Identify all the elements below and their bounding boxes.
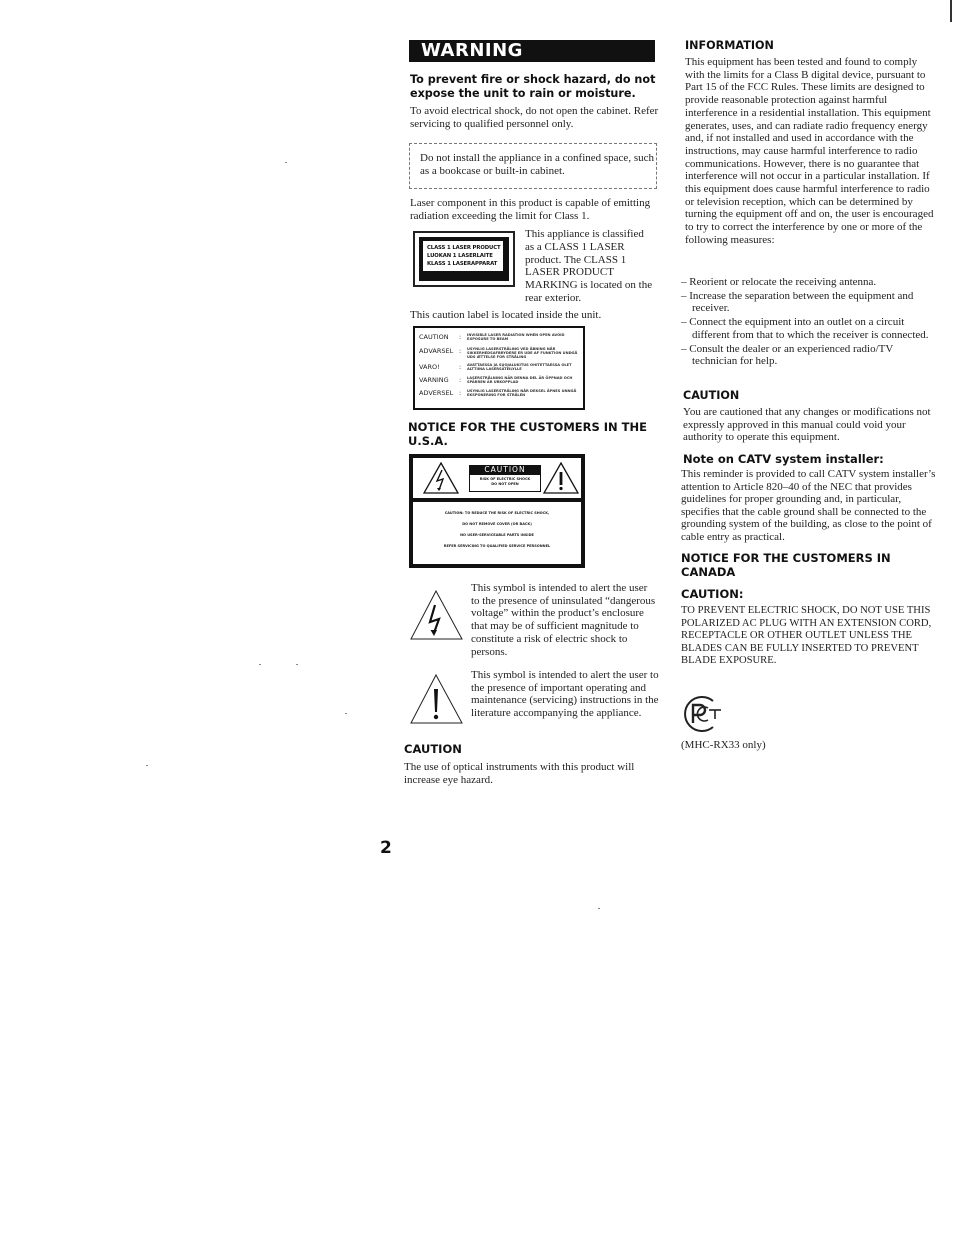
- risk-line: DO NOT OPEN: [491, 481, 519, 486]
- warning-banner: [409, 40, 655, 62]
- catv-text: This reminder is provided to call CATV system installer’s attention to Article 820–40 of the NEC that provides guidelines for proper grounding and, in particular, specifies that the cable ground shall be connected to the grounding system of the building, as close to the point of cable entry as practical.: [681, 468, 936, 543]
- caution-label-row: ADVARSEL : USYNLIG LASERSTRÅLING VED ÅBNING NÅR SIKKERHEDSAFBRYDERE ER UDE AF FUNKTION UNDGÅ UDS ÆTTELSE FOR STRÅLING: [419, 347, 578, 360]
- measure-item: – Consult the dealer or an experienced radio/TV technician for help.: [681, 342, 894, 368]
- fcc-caution-text: You are cautioned that any changes or modifications not expressly approved in this manual could void your authority to operate this equipment.: [683, 406, 931, 444]
- optical-caution-text: The use of optical instruments with this product will increase eye hazard.: [404, 761, 635, 786]
- measure-item: – Increase the separation between the equipment and receiver.: [681, 289, 914, 315]
- laser-component-text: Laser component in this product is capable of emitting radiation exceeding the limit for Class 1.: [410, 197, 651, 222]
- catv-heading: Note on CATV system installer:: [683, 452, 884, 466]
- label-line: REFER SERVICING TO QUALIFIED SERVICE PERSONNEL: [443, 544, 551, 548]
- measure-item: – Connect the equipment into an outlet on a circuit different from that to which the receiver is connected.: [681, 316, 929, 341]
- page-edge-mark: [950, 0, 952, 22]
- dangerous-voltage-icon: [409, 589, 464, 641]
- label-line: DO NOT REMOVE COVER (OR BACK): [462, 522, 532, 526]
- laser-label-line: KLASS 1 LASERAPPARAT: [427, 261, 498, 267]
- lightning-warning-icon: [423, 462, 459, 494]
- caution-label-row: VARO! : AVATTAESSA JA SUOJALUKITUS OHITETTAESSA OLET ALTTIINA LASERSÄTEILYLLE: [419, 363, 572, 372]
- fcc-caution-heading: CAUTION: [683, 389, 740, 402]
- confined-space-note-box: [409, 143, 657, 189]
- caution-label-location-text: This caution label is located inside the unit.: [410, 309, 602, 321]
- confined-space-note: Do not install the appliance in a confined space, such as a bookcase or built-in cabinet.: [420, 152, 654, 177]
- fire-shock-subheading: To prevent fire or shock hazard, do not expose the unit to rain or moisture.: [410, 73, 656, 100]
- risk-line: RISK OF ELECTRIC SHOCK: [479, 477, 531, 481]
- canada-caution-heading: CAUTION:: [681, 587, 744, 601]
- warning-title: WARNING: [421, 40, 523, 61]
- interference-measures-list: [681, 276, 933, 369]
- measure-item: – Reorient or relocate the receiving antenna.: [681, 276, 877, 288]
- canada-notice-heading: NOTICE FOR THE CUSTOMERS IN CANADA: [681, 551, 891, 579]
- model-note: (MHC-RX33 only): [681, 739, 766, 751]
- exclamation-warning-icon: [543, 462, 579, 494]
- laser-label-line: LUOKAN 1 LASERLAITE: [427, 253, 493, 259]
- information-heading: INFORMATION: [685, 39, 774, 52]
- avoid-shock-text: To avoid electrical shock, do not open the cabinet. Refer servicing to qualified personnel only.: [410, 105, 659, 130]
- exclamation-symbol-text: This symbol is intended to alert the user to the presence of important operating and maintenance (servicing) instructions in the literature accompanying the appliance.: [471, 669, 659, 720]
- usa-caution-label: [409, 454, 585, 568]
- pct-certification-mark-icon: [681, 693, 731, 735]
- usa-notice-heading: NOTICE FOR THE CUSTOMERS IN THE U.S.A.: [408, 420, 647, 448]
- caution-label-row: VARNING : LASERSTRÅLNING NÄR DENNA DEL ÄR ÖPPNAD OCH SPÄRREN ÄR URKOPPLAD: [419, 376, 573, 385]
- laser-classification-text: This appliance is classified as a CLASS 1 LASER product. The CLASS 1 LASER PRODUCT MARKING is located on the rear exterior.: [525, 228, 653, 304]
- label-line: NO USER-SERVICEABLE PARTS INSIDE: [460, 533, 534, 537]
- exclamation-icon: [409, 673, 464, 725]
- canada-caution-text: [681, 605, 936, 668]
- caution-banner: CAUTION: [469, 465, 541, 475]
- voltage-symbol-text: This symbol is intended to alert the user to the presence of uninsulated “dangerous voltage” within the product’s enclosure that may be of sufficient magnitude to constitute a risk of electric shock to persons.: [471, 582, 656, 658]
- laser-caution-label: [413, 326, 585, 410]
- class1-laser-label: [413, 231, 515, 287]
- laser-label-line: CLASS 1 LASER PRODUCT: [427, 245, 501, 251]
- canada-caution-line: RECEPTACLE OR OTHER OUTLET UNLESS THE BLADES CAN BE FULLY INSERTED TO PREVENT BLADE EXPOSURE.: [681, 630, 919, 667]
- fcc-information-text: This equipment has been tested and found to comply with the limits for a Class B digital device, pursuant to Part 15 of the FCC Rules. These limits are designed to provide reasonable protection against harmful interference in a residential installation. This equipment generates, uses, and can radiate radio frequency energy and, if not installed and used in accordance with the instructions, may cause harmful interference to radio communications. However, there is no guarantee that interference will not occur in a particular installation. If this equipment does cause harmful interference to radio or television reception, which can be determined by turning the equipment off and on, the user is encouraged to try to correct the interference by one or more of the following measures:: [685, 56, 934, 246]
- label-line: CAUTION: TO REDUCE THE RISK OF ELECTRIC SHOCK,: [444, 511, 550, 515]
- page-number: 2: [380, 838, 392, 858]
- canada-caution-line: TO PREVENT ELECTRIC SHOCK, DO NOT USE THIS POLARIZED AC PLUG WITH AN EXTENSION CORD,: [681, 605, 932, 629]
- caution-label-row: ADVERSEL : USYNLIG LASERSTRÅLING NÅR DEKSEL ÅPNES UNNGÅ EKSPONERING FOR STRÅLEN: [419, 389, 577, 398]
- optical-caution-heading: CAUTION: [404, 742, 462, 756]
- caution-label-row: CAUTION : INVISIBLE LASER RADIATION WHEN OPEN AVOID EXPOSURE TO BEAM: [419, 333, 565, 342]
